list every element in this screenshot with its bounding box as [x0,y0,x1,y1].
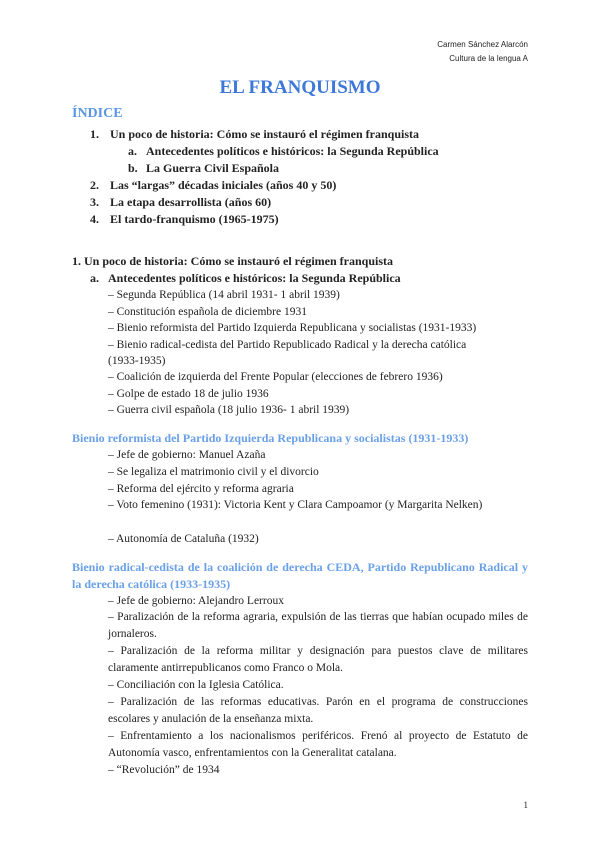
header-author: Carmen Sánchez Alarcón [437,40,528,49]
subsection-number: a. [90,271,99,285]
index-item-text: La Guerra Civil Española [146,161,280,175]
list-item: – Autonomía de Cataluña (1932) [108,533,259,545]
index-item-1 [90,126,419,142]
index-item-number: 1. [90,127,99,141]
index-item-text: La etapa desarrollista (años 60) [110,195,272,209]
index-item-text: Antecedentes políticos e históricos: la Segunda República [146,144,439,158]
index-item-text: Las “largas” décadas iniciales (años 40 y 50) [110,178,337,192]
list-item: – Reforma del ejército y reforma agraria [108,483,294,495]
list-item: (1933-1935) [108,355,166,367]
list-item: – Se legaliza el matrimonio civil y el divorcio [108,466,319,478]
list-item: – Jefe de gobierno: Alejandro Lerroux [108,595,284,607]
list-item: – Paralización de la reforma agraria, expulsión de las tierras que habían ocupado miles de jornaleros. [108,611,528,640]
index-item-text: El tardo-franquismo (1965-1975) [110,212,279,226]
index-item-number: 2. [90,178,99,192]
list-item: – “Revolución” de 1934 [108,764,220,776]
index-item-1b [128,160,279,176]
list-item: – Conciliación con la Iglesia Católica. [108,679,284,691]
section-heading: 1. Un poco de historia: Cómo se instauró el régimen franquista [72,254,393,268]
index-item-3 [90,194,271,210]
list-item: – Constitución española de diciembre 1931 [108,306,307,318]
index-item-2 [90,177,336,193]
list-item: – Enfrentamiento a los nacionalismos periféricos. Frenó al proyecto de Estatuto de Autonomía vasco, enfrentamientos con la Generalitat catalana. [108,730,528,759]
index-item-4 [90,211,279,227]
index-heading: ÍNDICE [72,106,123,121]
list-item: – Golpe de estado 18 de julio 1936 [108,388,269,400]
list-item: – Jefe de gobierno: Manuel Azaña [108,449,266,461]
index-item-text: Un poco de historia: Cómo se instauró el régimen franquista [110,127,419,141]
list-item: – Paralización de las reformas educativas. Parón en el programa de construcciones escolares y anulación de la enseñanza mixta. [108,696,528,725]
index-item-number: a. [128,144,137,158]
bienio-radical-heading: Bienio radical-cedista de la coalición de derecha CEDA, Partido Republicano Radical y la derecha católica (1933-1935) [72,560,528,591]
list-item: – Coalición de izquierda del Frente Popular (elecciones de febrero 1936) [108,371,443,383]
index-item-number: 4. [90,212,99,226]
index-item-number: 3. [90,195,99,209]
header-course: Cultura de la lengua A [449,54,528,63]
list-item: – Guerra civil española (18 julio 1936- 1 abril 1939) [108,404,350,416]
list-item: – Paralización de la reforma militar y designación para puestos clave de militares claramente antirrepublicanos como Franco o Mola. [108,645,528,674]
subsection-heading [90,270,401,286]
list-item: – Voto femenino (1931): Victoria Kent y Clara Campoamor (y Margarita Nelken) [108,499,483,511]
index-item-1a [128,143,439,159]
page-number: 1 [523,800,528,810]
list-item: – Segunda República (14 abril 1931- 1 abril 1939) [108,289,340,301]
list-item: – Bienio reformista del Partido Izquierda Republicana y socialistas (1931-1933) [108,322,477,334]
list-item: – Bienio radical-cedista del Partido Republicado Radical y la derecha católica [108,339,467,351]
bienio-reformista-heading: Bienio reformista del Partido Izquierda Republicana y socialistas (1931-1933) [72,431,469,445]
index-item-number: b. [128,161,138,175]
document-title: EL FRANQUISMO [219,77,381,98]
subsection-title: Antecedentes políticos e históricos: la Segunda República [108,271,401,285]
